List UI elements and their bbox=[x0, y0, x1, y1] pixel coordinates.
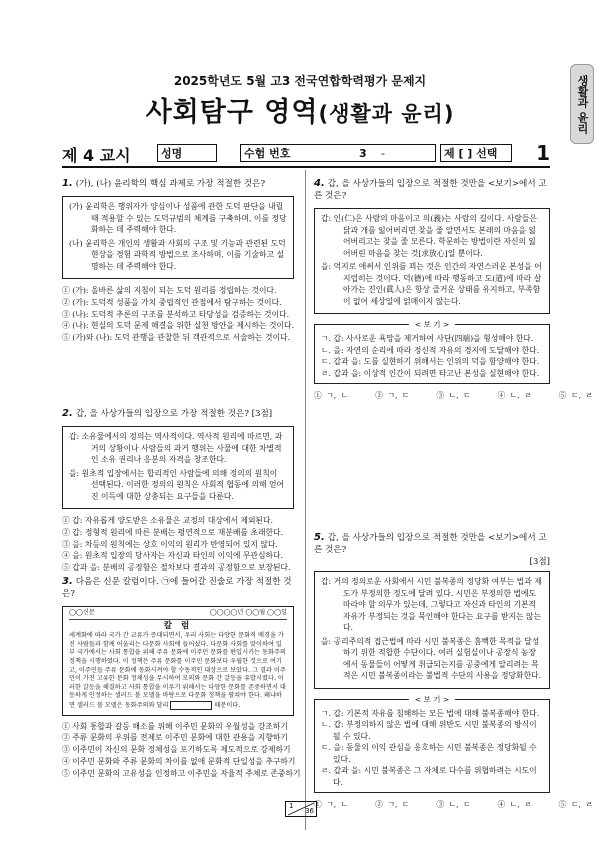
q3-number: 3. bbox=[62, 576, 73, 587]
choice-field[interactable] bbox=[440, 144, 512, 162]
q5-number: 5. bbox=[314, 532, 325, 543]
q2-option-4[interactable]: ④ 을: 원초적 입장의 당사자는 자신과 타인의 이익에 무관심하다. bbox=[62, 551, 284, 561]
question-1 bbox=[62, 178, 294, 344]
page-indicator bbox=[285, 801, 317, 817]
exam-number-field[interactable] bbox=[240, 144, 436, 162]
q3-stem: 다음은 신문 칼럼이다. ㉠에 들어갈 진술로 가장 적절한 것은? bbox=[62, 577, 292, 599]
q3-option-5[interactable]: ⑤ 이주민 문화의 고유성을 인정하고 이주민을 자율적 주체로 존중하기 bbox=[62, 768, 301, 778]
q4-bogi-4: ㄹ. 갑과 을: 이상적 인간이 되려면 타고난 본성을 실현해야 한다. bbox=[321, 368, 540, 378]
news-paper-name: ◯◯신문 bbox=[69, 609, 95, 616]
q5-choices[interactable]: ① ㄱ, ㄴ ② ㄱ, ㄷ ③ ㄴ, ㄷ ④ ㄴ, ㄹ ⑤ ㄷ, ㄹ bbox=[314, 800, 593, 809]
question-4 bbox=[314, 178, 593, 401]
q1-stem: (가), (나) 윤리학의 핵심 과제로 가장 적절한 것은? bbox=[75, 179, 266, 189]
footer-total: 36 bbox=[305, 807, 314, 815]
question-2 bbox=[62, 408, 294, 574]
q4-number: 4. bbox=[314, 178, 325, 189]
news-date: ◯◯◯◯년 ◯◯월 ◯◯일 bbox=[209, 609, 287, 616]
period-label: 제 4 교시 bbox=[62, 146, 131, 165]
footer-page: 1 bbox=[289, 802, 294, 810]
q1-option-1[interactable]: ① (가): 올바른 삶의 지침이 되는 도덕 원리를 정립하는 것이다. bbox=[62, 286, 277, 295]
q4-bogi-2: ㄴ. 을: 자연의 순리에 따라 정신적 자유의 경지에 도달해야 한다. bbox=[321, 345, 540, 355]
q1-passage-box bbox=[62, 196, 294, 279]
q2-number: 2. bbox=[62, 408, 73, 419]
name-field[interactable] bbox=[157, 144, 217, 162]
news-tail: 때문이다. bbox=[214, 701, 241, 709]
q3-options bbox=[62, 721, 301, 780]
exam-title: 2025학년도 5월 고3 전국연합학력평가 문제지 bbox=[173, 74, 427, 88]
q1-passage-ga: (가) 윤리학은 행위자가 양심이나 성품에 관한 도덕 판단을 내릴 때 적용할 수 있는 도덕규범의 체계를 구축하며, 이를 정당화하는 데 주력해야 한다. bbox=[69, 202, 287, 234]
q4-passage-eul: 을: 억지로 애써서 인위를 꾀는 것은 인간의 자연스러운 본성을 어지럽히는 것이다. 덕(德)에 따라 행동하고 도(道)에 따라 살아가는 진인(眞人)은 항상 즐거운 상태를 유지하고, 부족함이 없어 세상일에 얽매이지 않는다. bbox=[321, 262, 542, 306]
exam-number-label: 수험 번호 bbox=[244, 147, 291, 160]
q1-number: 1. bbox=[62, 178, 73, 189]
exam-number-digit: 3 bbox=[359, 147, 367, 160]
page-number: 1 bbox=[536, 141, 550, 165]
q2-option-3[interactable]: ③ 을: 차등의 원칙에는 상호 이익의 원리가 반영되어 있지 않다. bbox=[62, 539, 278, 549]
q5-bogi-box bbox=[314, 694, 550, 794]
question-5 bbox=[314, 532, 593, 810]
choice-label: 제 [ ] 선택 bbox=[444, 147, 498, 160]
header-rule bbox=[62, 166, 550, 168]
info-bar bbox=[62, 142, 550, 164]
q5-bogi-2: ㄴ. 갑: 부정의하지 않은 법에 대해 위반도 시민 불복종의 방식이 될 수 있다. bbox=[321, 720, 537, 741]
q5-bogi-4: ㄹ. 갑과 을: 시민 불복종은 그 자체로 다수를 위협하려는 시도이다. bbox=[321, 766, 537, 787]
q1-passage-na: (나) 윤리학은 개인의 생활과 사회의 구조 및 기능과 관련된 도덕 현상을 경험 과학적 방법으로 조사하며, 이를 기술하고 설명하는 데 주력해야 한다. bbox=[69, 238, 286, 271]
q4-bogi-box bbox=[314, 320, 550, 384]
q2-option-2[interactable]: ② 갑: 정형적 원리에 따른 분배는 평연적으로 재분배를 초래한다. bbox=[62, 527, 284, 537]
subject-side-tab: 생활과 윤리 bbox=[570, 64, 594, 144]
q5-bogi-3: ㄷ. 을: 동물의 이익 관심을 옹호하는 시민 불복종은 정당화될 수 있다. bbox=[321, 743, 537, 764]
q3-option-3[interactable]: ③ 이주민이 자신의 문화 정체성을 포기하도록 제도적으로 강제하기 bbox=[62, 745, 291, 755]
subject-paren: (생활과 윤리) bbox=[318, 102, 455, 126]
question-3 bbox=[62, 576, 301, 780]
q5-bogi-1: ㄱ. 갑: 기본적 자유를 침해하는 모든 법에 대해 불복종해야 한다. bbox=[321, 708, 540, 718]
column-divider bbox=[305, 170, 306, 830]
q5-passage-eul: 을: 공리주의적 접근법에 따라 시민 불복종은 흠뻑한 목적을 달성하기 위한 적합한 수단이다. 여러 실험실이나 공장식 농장에서 동물들이 어떻게 취급되는지를 공중에게 알리려는 목적은 시민 불복종이라는 불법적 수단의 사용을 정당화한다. bbox=[321, 636, 542, 680]
q5-points: [3점] bbox=[529, 557, 550, 567]
q4-bogi-label: < 보 기 > bbox=[409, 319, 455, 331]
q2-option-1[interactable]: ① 갑: 자유롭게 양도받은 소유물은 교정의 대상에서 제외된다. bbox=[62, 516, 274, 525]
subject-name: 사회탐구 영역 bbox=[145, 97, 319, 128]
q5-bogi-label: < 보 기 > bbox=[409, 694, 455, 706]
q3-news-column bbox=[62, 606, 294, 716]
q2-passage-gap: 갑: 소유물에서의 정의는 역사적이다. 역사적 원리에 따르면, 과거의 상황이나 사람들의 과거 행위는 사물에 대한 차별적인 소유 권리나 응분의 자격을 창조한다. bbox=[69, 432, 283, 464]
subject-title bbox=[0, 90, 600, 129]
q1-options bbox=[62, 285, 294, 344]
q2-passage-eul: 을: 원초적 입장에서는 합리적인 사람들에 의해 정의의 원칙이 선택된다. 이러한 정의의 원칙은 사회적 협동에 의해 얻어진 이득에 대한 상충되는 요구들을 다룬다. bbox=[69, 468, 285, 501]
q1-option-3[interactable]: ③ (나): 도덕적 추론의 구조를 분석하고 타당성을 검증하는 것이다. bbox=[62, 309, 290, 319]
news-body: 세계화에 따라 국가 간 교류가 증대되면서, 우리 사회는 다양한 문화적 배경을 가진 사람들과 함께 어울리는 다문화 사회에 들어섰다. 다문화 사회를 맞이하여 일부 국가에서는 사회 통합을 위해 주류 문화에 이주민 문화를 편입시키는 동화주의 정책을 시행하였다. 이 정책은 주류 문화를 이주민 문화보다 우월한 것으로 여기고, 이주민들 주류 문화에 동화시켜야 할 수동적인 대상으로 보았다. 그 결과 이주민이 가진 고유한 문화 정체성을 무시하여 모의와 문화 간 갈등을 유발시켰다. 이러한 갈등을 해결하고 사회 통합을 이루기 위해서는 다양한 문화를 존중하면서 대등하게 인정하는 샐러드 볼 모델을 바탕으로 다문화 정책을 펼쳐야 한다. 왜냐하면 샐러드 볼 모델은 동화주의와 달리 bbox=[69, 632, 286, 709]
exam-number-dash: - bbox=[381, 147, 385, 160]
q4-choices[interactable]: ① ㄱ, ㄴ ② ㄱ, ㄷ ③ ㄴ, ㄷ ④ ㄴ, ㄹ ⑤ ㄷ, ㄹ bbox=[314, 391, 593, 400]
q2-option-5[interactable]: ⑤ 갑과 을: 분배의 공정함은 절차보다 결과의 공정함으로 보장된다. bbox=[62, 563, 291, 573]
q4-passage-box bbox=[314, 208, 550, 314]
news-title: 칼 럼 bbox=[163, 620, 193, 631]
q4-bogi-1: ㄱ. 갑: 사사로운 욕망을 제거하여 사단(四端)을 형성해야 한다. bbox=[321, 334, 534, 343]
q3-option-2[interactable]: ② 주류 문화의 우위를 전제로 이주민 문화에 대한 관용을 지향하기 bbox=[62, 733, 288, 743]
q1-option-4[interactable]: ④ (나): 현실의 도덕 문제 해결을 위한 실천 방안을 제시하는 것이다. bbox=[62, 321, 295, 331]
q4-passage-gap: 갑: 인(仁)은 사람의 마음이고 의(義)는 사람의 길이다. 사람들은 닭과 개를 잃어버리면 찾을 줄 알면서도 본래의 마음을 잃어버리고는 찾을 줄 모른다. 학문하는 방법이란 자신의 잃어버린 마음을 찾는 것[求放心]일 뿐이다. bbox=[321, 214, 537, 258]
q5-passage-gap: 갑: 거의 정의로운 사회에서 시민 불복종의 정당화 여부는 법과 제도가 부정의한 정도에 달려 있다. 시민은 부정의한 법에도 따라야 할 의무가 있는데, 그렇다고 자신과 타인의 기본적 자유가 부정되는 것을 묵인해야 한다는 요구를 받지는 않는다. bbox=[321, 577, 542, 632]
q2-stem: 갑, 을 사상가들의 입장으로 가장 적절한 것은? [3점] bbox=[75, 409, 273, 419]
q5-passage-box bbox=[314, 571, 550, 689]
q4-bogi-3: ㄷ. 갑과 을: 도를 실현하기 위해서는 인위의 덕을 함양해야 한다. bbox=[321, 357, 540, 366]
q4-stem: 갑, 을 사상가들의 입장으로 적절한 것만을 <보기>에서 고른 것은? bbox=[314, 179, 547, 201]
q5-stem: 갑, 을 사상가들의 입장으로 적절한 것만을 <보기>에서 고른 것은? bbox=[314, 533, 547, 555]
q2-passage-box bbox=[62, 426, 294, 509]
answer-blank bbox=[170, 701, 212, 710]
q3-option-4[interactable]: ④ 이주민 문화와 주류 문화의 차이를 없애 문화적 단일성을 추구하기 bbox=[62, 756, 296, 766]
q2-options bbox=[62, 515, 294, 574]
q3-option-1[interactable]: ① 사회 통합과 갈등 해소를 위해 이주민 문화의 우월성을 강조하기 bbox=[62, 721, 288, 731]
name-label: 성명 bbox=[161, 147, 183, 160]
q1-option-2[interactable]: ② (가): 도덕적 성품을 가치 중립적인 관점에서 탐구하는 것이다. bbox=[62, 297, 282, 307]
q1-option-5[interactable]: ⑤ (가)와 (나): 도덕 관행을 관찰한 뒤 객관적으로 서술하는 것이다. bbox=[62, 333, 291, 343]
